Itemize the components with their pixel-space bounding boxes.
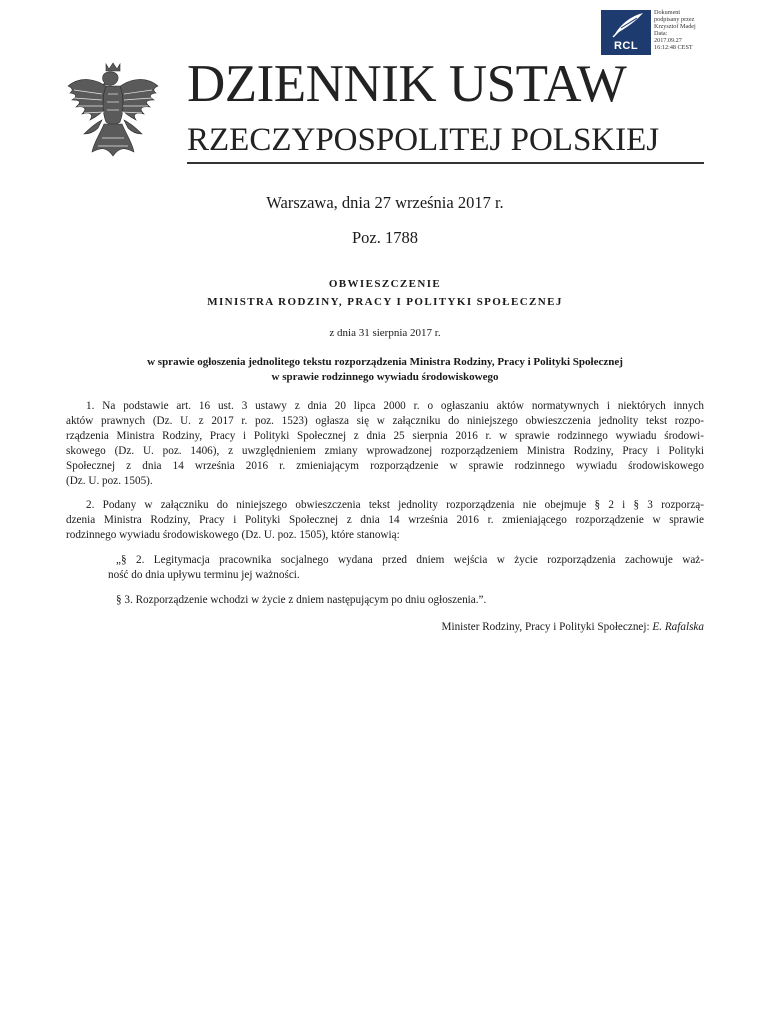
masthead-subtitle: RZECZYPOSPOLITEJ POLSKIEJ [187,122,660,158]
position-number: Poz. 1788 [352,228,418,247]
quote-line: § 3. Rozporządzenie wchodzi w życie z dniem następującym po dniu ogłoszenia.”. [116,594,487,606]
paragraph-line: aktów prawnych (Dz. U. z 2017 r. poz. 1523) ogłasza się w załączniku do niniejszego obwieszczenia jednolity tekst rozpo- [66,415,704,427]
masthead-divider [187,162,704,164]
paragraph-line: dzenia Ministra Rodziny, Pracy i Polityki Społecznej z dnia 14 września 2016 r. zmieniającego rozporządzenie w sprawie [66,514,704,526]
subject-line: w sprawie ogłoszenia jednolitego tekstu rozporządzenia Ministra Rodziny, Pracy i Polityki Społecznej [147,356,623,368]
paragraph-line: (Dz. U. poz. 1505). [66,475,153,487]
signature-line: Krzysztof Madej [654,23,696,30]
signature-info [654,9,714,51]
paragraph-line: skowego (Dz. U. poz. 1406), z uwzględnieniem zmiany wprowadzonej rozporządzeniem Ministra Rodziny, Pracy i Polityki [66,445,704,457]
eagle-emblem-icon [62,60,164,160]
document-date: z dnia 31 sierpnia 2017 r. [329,327,441,339]
subject-line: w sprawie rodzinnego wywiadu środowiskowego [271,371,499,383]
quoted-section-2 [108,553,704,583]
paragraph-line: 1. Na podstawie art. 16 ust. 3 ustawy z dnia 20 lipca 2000 r. o ogłaszaniu aktów normatywnych i niektórych innych [86,400,704,412]
paragraph-line: rodzinnego wywiadu środowiskowego (Dz. U. poz. 1505), które stanowią: [66,529,400,541]
signoff-role: Minister Rodziny, Pracy i Polityki Społecznej: [441,621,650,633]
place-date: Warszawa, dnia 27 września 2017 r. [266,193,504,212]
rcl-logo-text: RCL [613,40,639,52]
paragraph-2 [66,498,704,543]
signoff [300,621,704,633]
signature-line: 16:12:48 CEST [654,44,693,51]
quote-line: ność do dnia upływu terminu jej ważności. [108,569,300,581]
document-subject [0,355,770,385]
signoff-name: E. Rafalska [652,621,704,633]
paragraph-line: 2. Podany w załączniku do niniejszego obwieszczenia tekst jednolity rozporządzenia nie obejmuje § 2 i § 3 rozporzą- [86,499,704,511]
signature-line: Dokument [654,9,681,16]
paragraph-line: Społecznej z dnia 14 września 2016 r. zmieniającym rozporządzenie w sprawie rodzinnego wywiadu środowiskowego [66,460,704,472]
rcl-signature-logo [601,10,651,55]
paragraph-1 [66,399,704,489]
document-heading: OBWIESZCZENIE [328,278,442,290]
quote-line: „§ 2. Legitymacja pracownika socjalnego wydana przed dniem wejścia w życie rozporządzenia zachowuje waż- [116,554,704,566]
signature-line: podpisany przez [654,16,695,23]
signature-line: Data: [654,30,668,37]
signature-line: 2017.09.27 [654,37,682,44]
paragraph-line: rządzenia Ministra Rodziny, Pracy i Polityki Społecznej z dnia 25 sierpnia 2016 r. w sprawie rodzinnego wywiadu środowi- [66,430,704,442]
quoted-section-3 [116,593,704,608]
issuer-heading: MINISTRA RODZINY, PRACY I POLITYKI SPOŁECZNEJ [207,296,563,308]
quill-icon [601,10,651,40]
masthead-title: DZIENNIK USTAW [187,55,627,113]
